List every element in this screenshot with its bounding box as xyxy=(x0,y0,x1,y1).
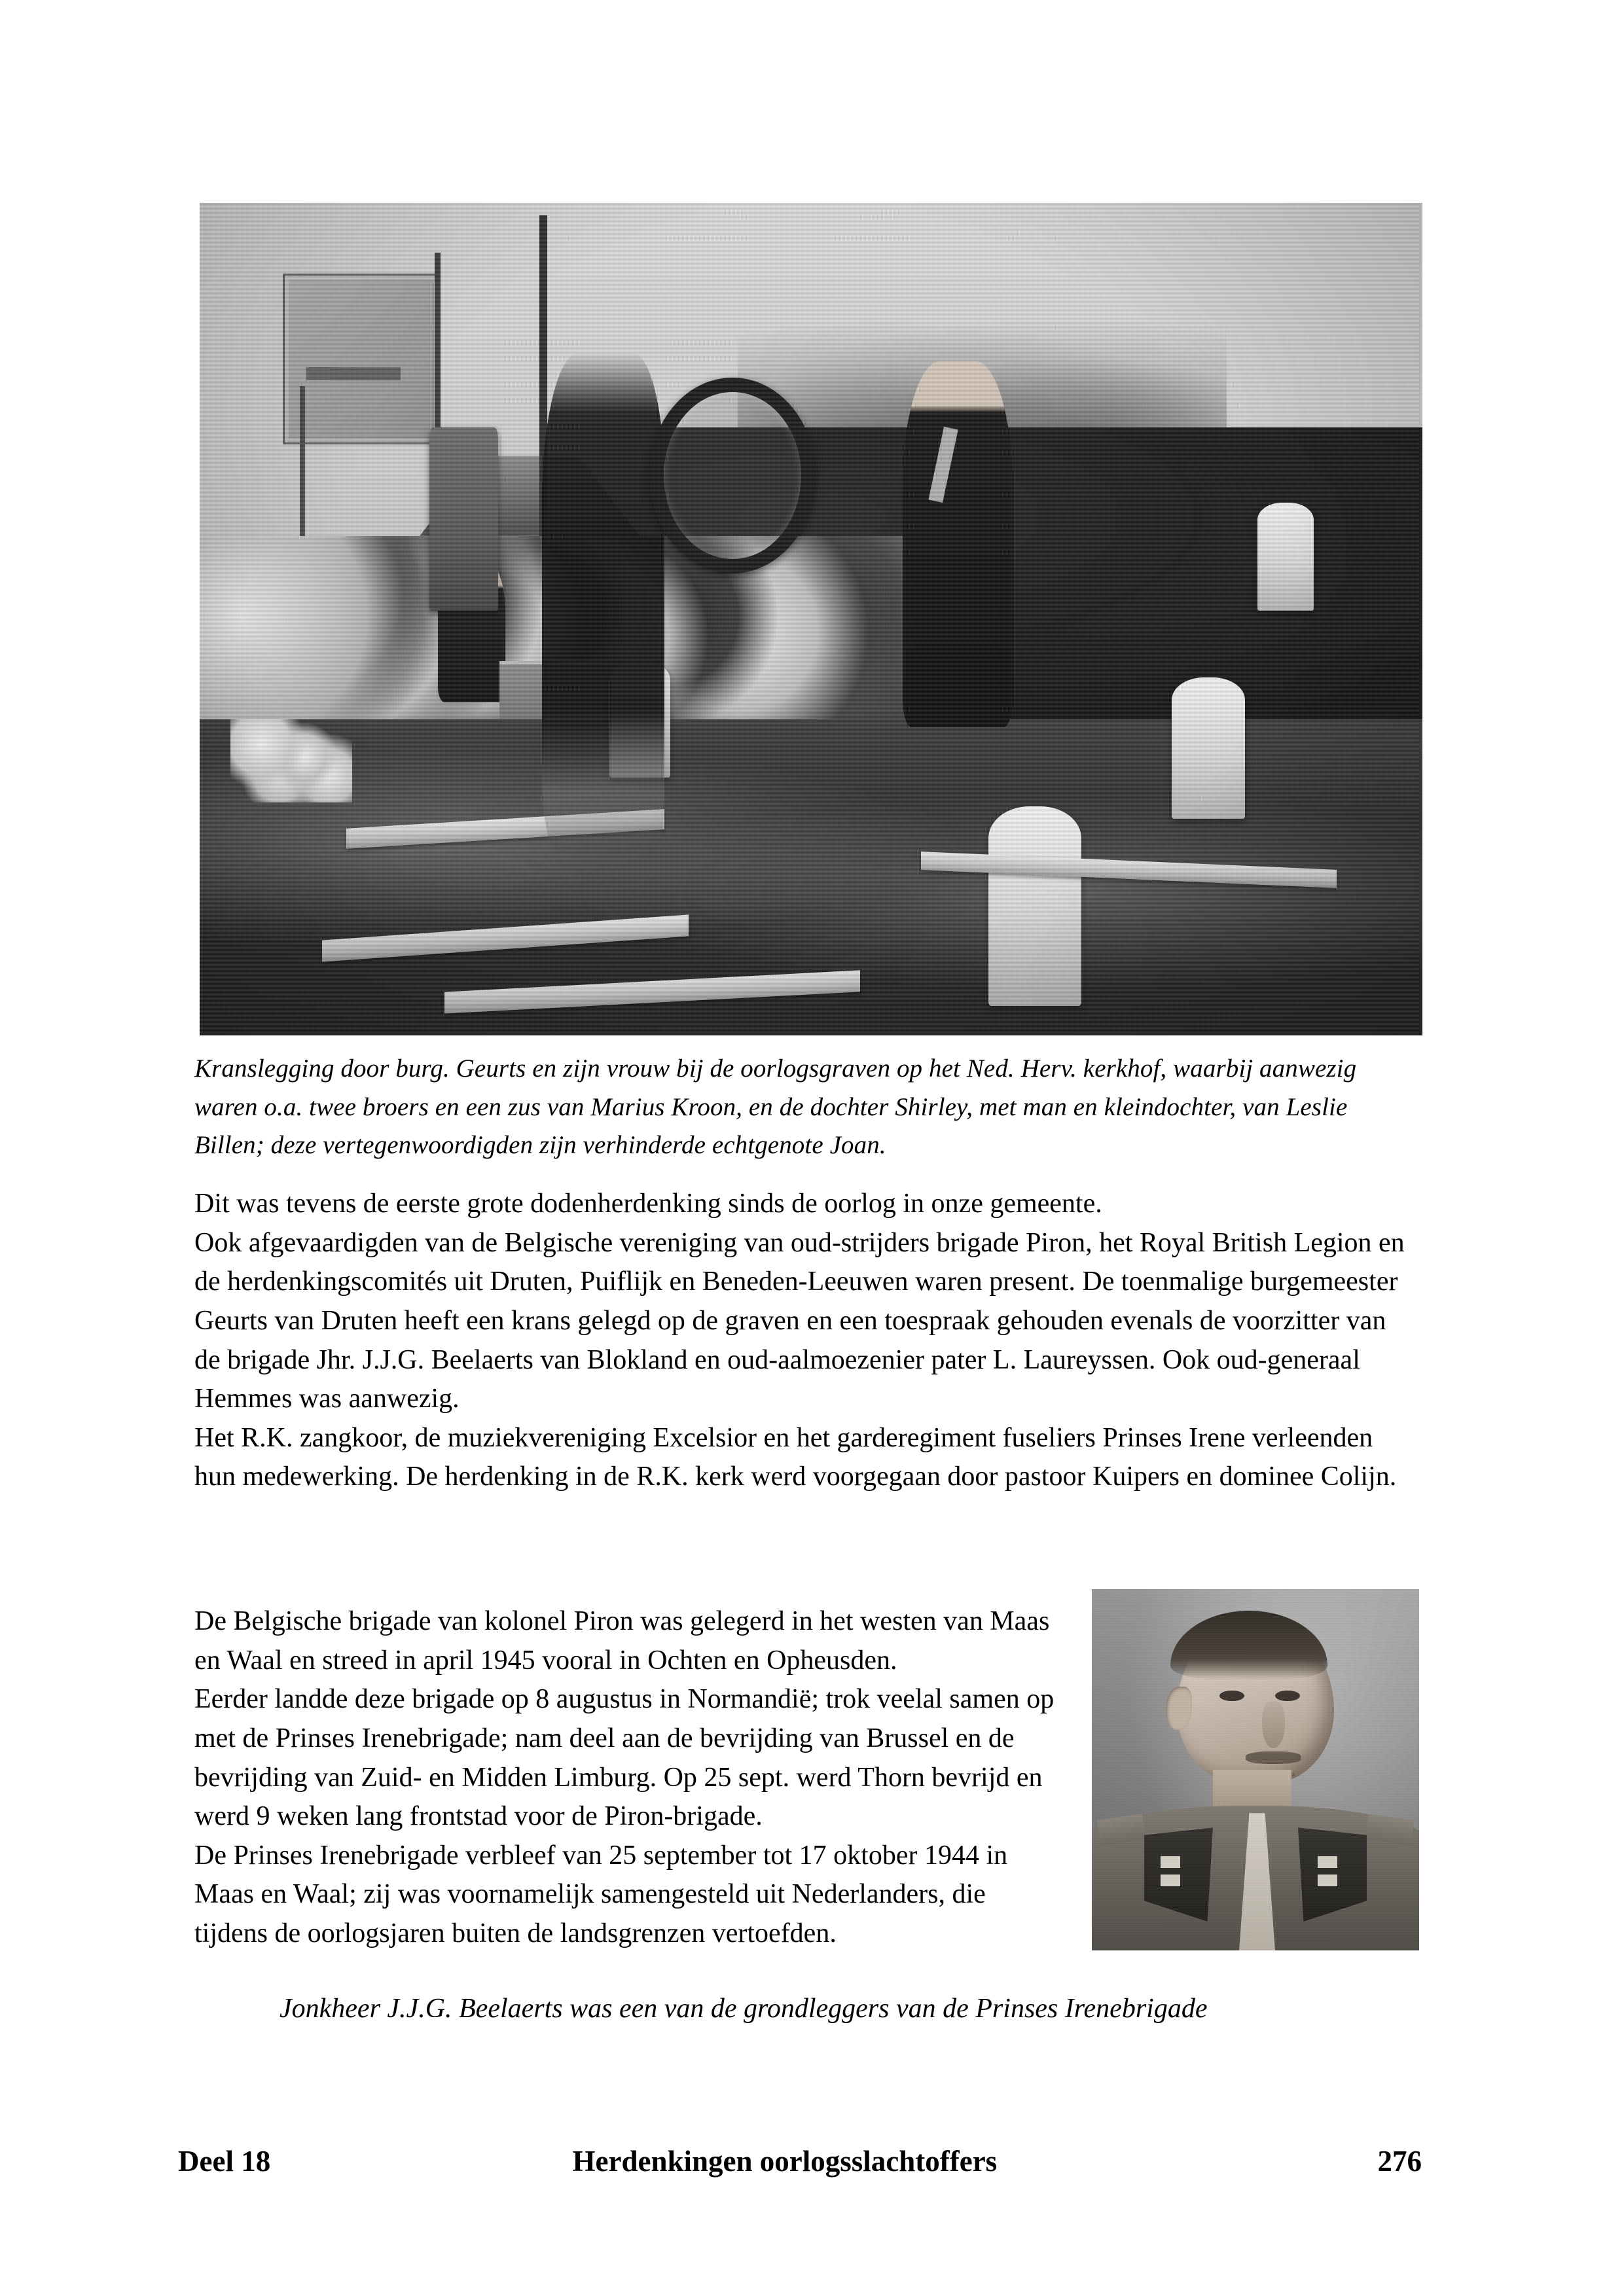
portrait-eye xyxy=(1219,1691,1244,1702)
body-paragraph-one: Dit was tevens de eerste grote dodenherdenking sinds de oorlog in onze gemeente. Ook afgevaardigden van de Belgische vereniging van oud-strijders brigade Piron, het Royal British Legion en de herdenkingscomités uit Druten, Puiflijk en Beneden-Leeuwen waren present. De toenmalige burgemeester Geurts van Druten heeft een krans gelegd op de graven en een toespraak gehouden evenals de voorzitter van de brigade Jhr. J.J.G. Beelaerts van Blokland en oud-aalmoezenier pater L. Laureyssen. Ook oud-generaal Hemmes was aanwezig. Het R.K. zangkoor, de muziekvereniging Excelsior en het garderegiment fuseliers Prinses Irene verleenden hun medewerking. De herdenking in de R.K. kerk werd voorgegaan door pastoor Kuipers en dominee Colijn. xyxy=(194,1189,1405,1492)
portrait-nose xyxy=(1262,1701,1285,1748)
page-footer xyxy=(178,2144,1422,2178)
photo-headstone xyxy=(1257,503,1314,611)
ceremony-photo xyxy=(200,203,1422,1035)
portrait-rank-pip xyxy=(1161,1874,1180,1886)
footer-page-number: 276 xyxy=(1377,2145,1422,2178)
portrait-rank-pip xyxy=(1161,1856,1180,1868)
body-text-block-two xyxy=(194,1602,1065,1954)
photo-banner xyxy=(283,274,440,444)
photo-dignitary xyxy=(903,361,1013,728)
photo-flowers xyxy=(230,719,353,802)
photo-wreath xyxy=(649,378,815,573)
portrait-rank-pip xyxy=(1318,1856,1337,1868)
photo-headstone xyxy=(1172,677,1245,819)
footer-part-label: Deel 18 xyxy=(178,2145,271,2178)
body-paragraph-two: De Belgische brigade van kolonel Piron was gelegerd in het westen van Maas en Waal en streed in april 1945 vooral in Ochten en Opheusden. Eerder landde deze brigade op 8 augustus in Normandië; trok veelal samen op met de Prinses Irenebrigade; nam deel aan de bevrijding van Brussel en de bevrijding van Zuid- en Midden Limburg. Op 25 sept. werd Thorn bevrijd en werd 9 weken lang frontstad voor de Piron-brigade. De Prinses Irenebrigade verbleef van 25 september tot 17 oktober 1944 in Maas en Waal; zij was voornamelijk samengesteld uit Nederlanders, die tijdens de oorlogsjaren buiten de landsgrenzen vertoefden. xyxy=(194,1606,1055,1948)
portrait-eye xyxy=(1275,1691,1300,1702)
officer-portrait-photo xyxy=(1092,1589,1419,1950)
footer-title: Herdenkingen oorlogsslachtoffers xyxy=(572,2145,998,2178)
portrait-rank-pip xyxy=(1318,1874,1337,1886)
portrait-ear xyxy=(1166,1687,1192,1730)
photo-woman-with-wreath xyxy=(542,353,664,852)
closing-italic-line: Jonkheer J.J.G. Beelaerts was een van de grondleggers van de Prinses Irenebrigade xyxy=(280,1994,1208,2024)
photo-caption: Kranslegging door burg. Geurts en zijn vrouw bij de oorlogsgraven op het Ned. Herv. kerkhof, waarbij aanwezig waren o.a. twee broers en een zus van Marius Kroon, en de dochter Shirley, met man en kleindochter, van Leslie Billen; deze vertegenwoordigden zijn verhinderde echtgenote Joan. xyxy=(194,1054,1357,1159)
photo-headstone xyxy=(429,427,498,611)
portrait-moustache xyxy=(1246,1751,1301,1764)
body-text-block-one xyxy=(194,1185,1413,1497)
photo-headstone xyxy=(988,806,1081,1006)
